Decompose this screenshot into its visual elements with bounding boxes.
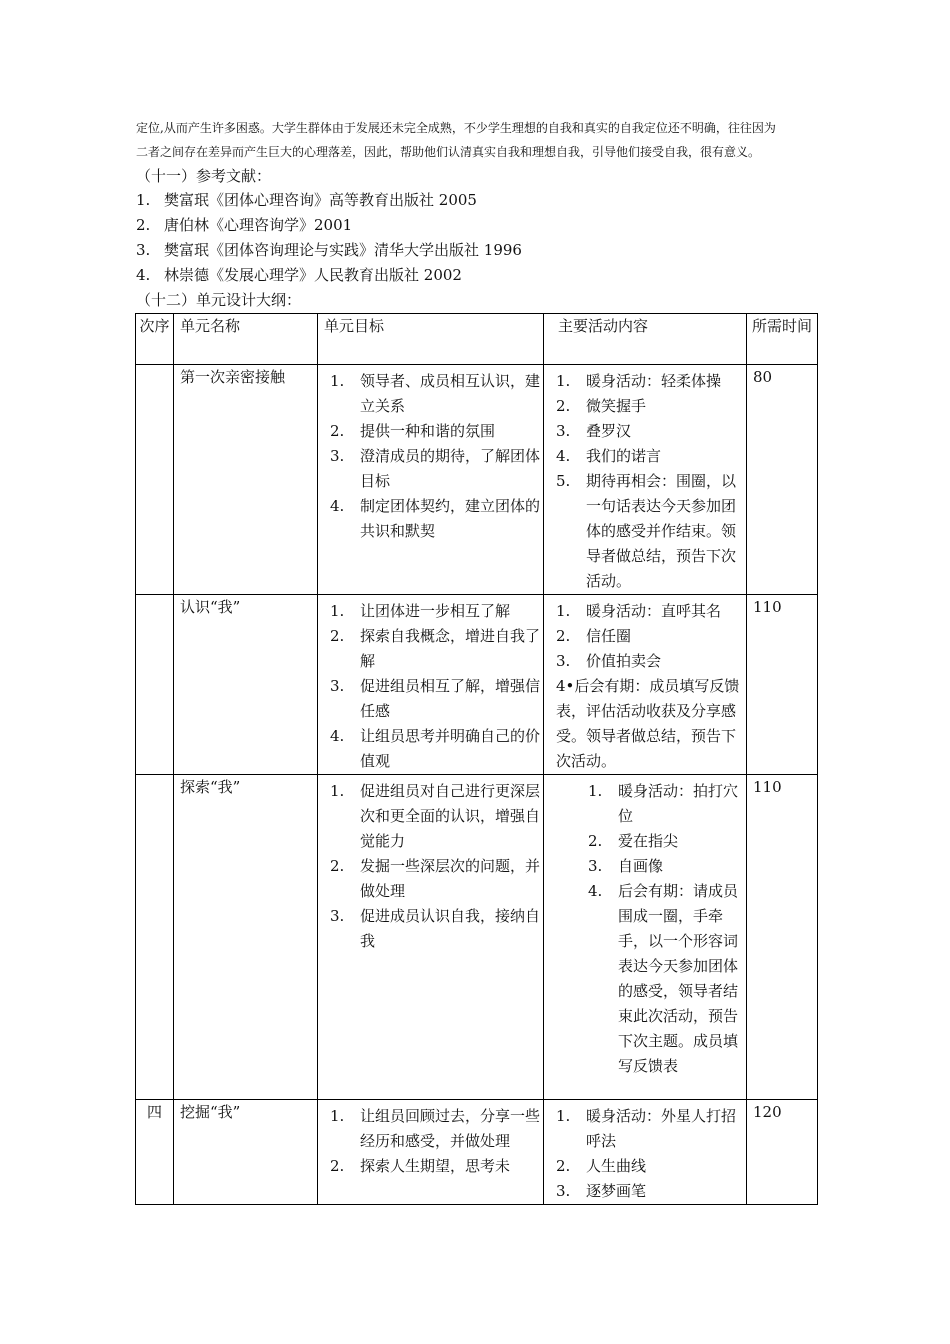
activity-item: 1. 暖身活动：外星人打招呼法 bbox=[556, 1107, 737, 1150]
reference-item: 3. 樊富珉《团体咨询理论与实践》清华大学出版社 1996 bbox=[136, 241, 522, 259]
activity-item: 2. 微笑握手 bbox=[556, 397, 647, 415]
row-index: 四 bbox=[136, 1100, 174, 1205]
references-heading: （十一）参考文献： bbox=[136, 167, 272, 185]
goal-item: 3. 促进成员认识自我，接纳自我 bbox=[330, 907, 541, 950]
header-unit-name: 单元名称 bbox=[174, 314, 318, 365]
activity-item: 4•后会有期：成员填写反馈表，评估活动收获及分享感受。领导者做总结，预告下次活动。 bbox=[556, 677, 740, 770]
row-activities bbox=[544, 365, 747, 595]
activity-item: 4. 我们的诺言 bbox=[556, 447, 662, 465]
row-index bbox=[136, 595, 174, 775]
intro-line: 定位,从而产生许多困惑。大学生群体由于发展还未完全成熟，不少学生理想的自我和真实的自我定位还不明确，往往因为 bbox=[136, 121, 776, 135]
row-unit-name: 挖掘“我” bbox=[174, 1100, 318, 1205]
row-activities bbox=[544, 775, 747, 1100]
header-time: 所需时间 bbox=[747, 314, 818, 365]
goal-item: 3. 促进组员相互了解，增强信任感 bbox=[330, 677, 541, 720]
reference-item: 1. 樊富珉《团体心理咨询》高等教育出版社 2005 bbox=[136, 191, 477, 209]
row-goals bbox=[318, 1100, 544, 1205]
intro-paragraph bbox=[136, 116, 826, 164]
table-row bbox=[136, 365, 818, 595]
goal-item: 2. 探索人生期望，思考未 bbox=[330, 1157, 511, 1175]
table-row bbox=[136, 1100, 818, 1205]
references-list bbox=[136, 188, 522, 288]
reference-item: 4. 林崇德《发展心理学》人民教育出版社 2002 bbox=[136, 266, 462, 284]
row-goals bbox=[318, 595, 544, 775]
activity-item: 2. 人生曲线 bbox=[556, 1157, 647, 1175]
activity-item: 2. 信任圈 bbox=[556, 627, 632, 645]
table-row bbox=[136, 595, 818, 775]
row-unit-name: 认识“我” bbox=[174, 595, 318, 775]
row-index bbox=[136, 775, 174, 1100]
row-time: 80 bbox=[747, 365, 818, 595]
table-header-row bbox=[136, 314, 818, 365]
intro-line: 二者之间存在差异而产生巨大的心理落差，因此，帮助他们认清真实自我和理想自我，引导他们接受自我，很有意义。 bbox=[136, 145, 761, 159]
row-index bbox=[136, 365, 174, 595]
unit-outline-table bbox=[135, 313, 818, 1205]
row-activities bbox=[544, 595, 747, 775]
goal-item: 1. 领导者、成员相互认识，建立关系 bbox=[330, 372, 541, 415]
row-unit-name: 第一次亲密接触 bbox=[174, 365, 318, 595]
row-time: 110 bbox=[747, 595, 818, 775]
header-index: 次序 bbox=[136, 314, 174, 365]
goal-item: 2. 发掘一些深层次的问题，并做处理 bbox=[330, 857, 541, 900]
activity-item: 3. 自画像 bbox=[588, 857, 664, 875]
goal-item: 1. 促进组员对自己进行更深层次和更全面的认识，增强自觉能力 bbox=[330, 782, 541, 850]
table-row bbox=[136, 775, 818, 1100]
row-unit-name: 探索“我” bbox=[174, 775, 318, 1100]
goal-item: 2. 提供一种和谐的氛围 bbox=[330, 422, 496, 440]
goal-item: 4. 让组员思考并明确自己的价值观 bbox=[330, 727, 541, 770]
activity-item: 3. 逐梦画笔 bbox=[556, 1182, 647, 1200]
row-activities bbox=[544, 1100, 747, 1205]
activity-item: 4. 后会有期：请成员围成一圈，手牵手，以一个形容词表达今天参加团体的感受，领导者结束此次活动，预告下次主题。成员填写反馈表 bbox=[588, 882, 739, 1075]
header-unit-goals: 单元目标 bbox=[318, 314, 544, 365]
row-goals bbox=[318, 775, 544, 1100]
activity-item: 2. 爱在指尖 bbox=[588, 832, 679, 850]
outline-heading: （十二）单元设计大纲： bbox=[136, 291, 302, 309]
row-time: 120 bbox=[747, 1100, 818, 1205]
goal-item: 1. 让组员回顾过去，分享一些经历和感受，并做处理 bbox=[330, 1107, 541, 1150]
row-goals bbox=[318, 365, 544, 595]
goal-item: 3. 澄清成员的期待，了解团体目标 bbox=[330, 447, 541, 490]
activity-item: 1. 暖身活动：轻柔体操 bbox=[556, 372, 722, 390]
activity-item: 3. 叠罗汉 bbox=[556, 422, 632, 440]
reference-item: 2. 唐伯林《心理咨询学》2001 bbox=[136, 216, 353, 234]
row-time: 110 bbox=[747, 775, 818, 1100]
activity-item: 1. 暖身活动：直呼其名 bbox=[556, 602, 722, 620]
goal-item: 2. 探索自我概念，增进自我了解 bbox=[330, 627, 541, 670]
header-activities: 主要活动内容 bbox=[544, 314, 747, 365]
activity-item: 1. 暖身活动：拍打穴位 bbox=[588, 782, 739, 825]
goal-item: 4. 制定团体契约，建立团体的共识和默契 bbox=[330, 497, 541, 540]
activity-item: 3. 价值拍卖会 bbox=[556, 652, 662, 670]
goal-item: 1. 让团体进一步相互了解 bbox=[330, 602, 511, 620]
activity-item: 5. 期待再相会：围圈，以一句话表达今天参加团体的感受并作结束。领导者做总结，预告下次活动。 bbox=[556, 472, 737, 590]
